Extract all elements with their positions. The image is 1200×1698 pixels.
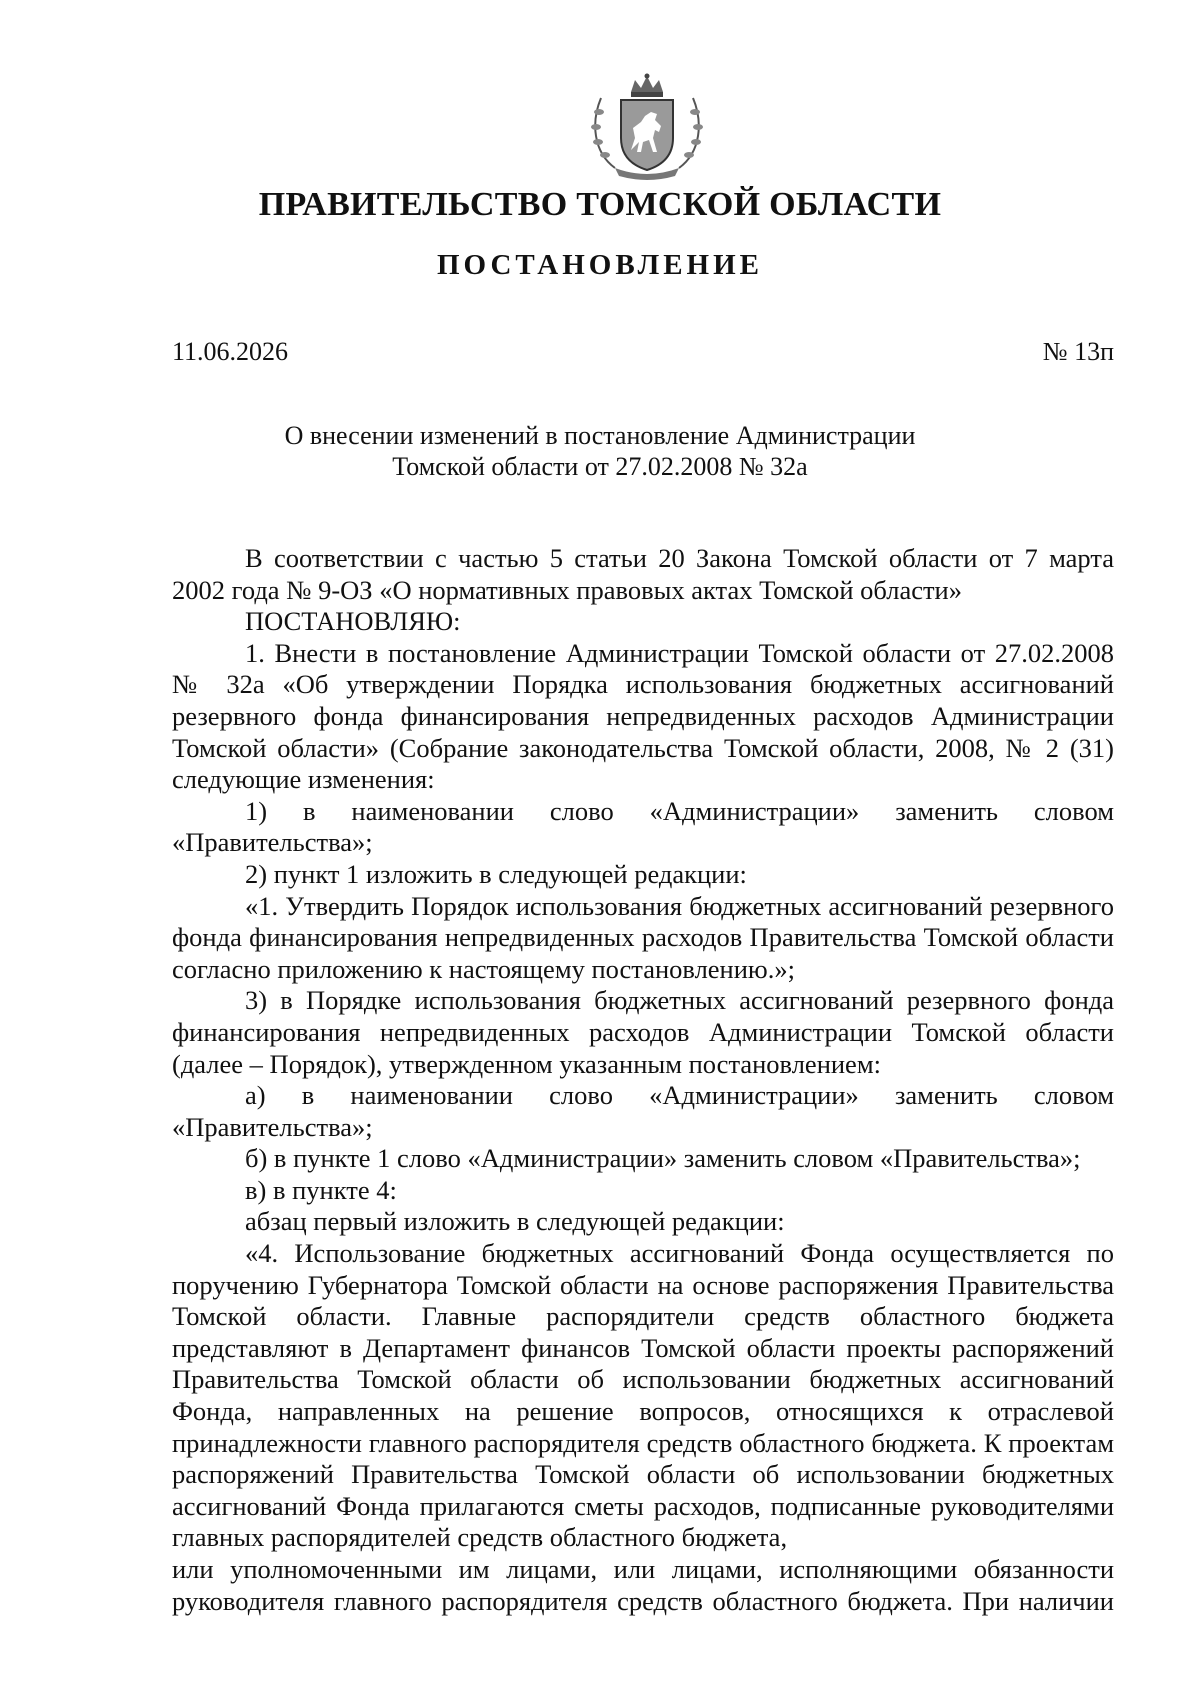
paragraph-instruction: абзац первый изложить в следующей редакции:: [245, 1206, 785, 1237]
subclause-3: 3) в Порядке использования бюджетных ассигнований резервного фонда финансирования непредвиденных расходов Администрации Томской области (далее – Порядок), утвержденном указанным постановлением:: [172, 985, 1114, 1079]
quoted-clause-4: «4. Использование бюджетных ассигнований Фонда осуществляется по поручению Губернатора Томской области на основе распоряжения Правительства Томской области. Главные распорядители средств областного бюджета представляют в Департамент финансов Томской области проекты распоряжений Правительства Томской области об использовании бюджетных ассигнований Фонда, направленных на решение вопросов, относящихся к отраслевой принадлежности главного распорядителя средств областного бюджета. К проектам распоряжений Правительства Томской области об использовании бюджетных ассигнований Фонда прилагаются сметы расходов, подписанные руководителями главных распорядителей средств областного бюджета,: [172, 1238, 1114, 1553]
document-body: [172, 543, 1114, 1617]
subject-line: Томской области от 27.02.2008 № 32а: [392, 452, 808, 481]
tomsk-coat-of-arms-icon: [585, 72, 709, 184]
document-type: ПОСТАНОВЛЕНИЕ: [436, 249, 763, 281]
document-subject: [200, 420, 1000, 482]
document-date: 11.06.2026: [172, 337, 289, 366]
continuation-paragraph: или уполномоченными им лицами, или лицами, исполняющими обязанности руководителя главного распорядителя средств областного бюджета. При наличии: [172, 1554, 1114, 1616]
item-b: б) в пункте 1 слово «Администрации» заменить словом «Правительства»;: [245, 1143, 1081, 1174]
subject-line: О внесении изменений в постановление Администрации: [284, 421, 916, 450]
document-number: № 13п: [1042, 337, 1114, 366]
clause-1: 1. Внести в постановление Администрации Томской области от 27.02.2008 № 32а «Об утверждении Порядка использования бюджетных ассигнований резервного фонда финансирования непредвиденных расходов Администрации Томской области» (Собрание законодательства Томской области, 2008, № 2 (31) следующие изменения:: [172, 637, 1114, 795]
quoted-clause-1: «1. Утвердить Порядок использования бюджетных ассигнований резервного фонда финансирования непредвиденных расходов Правительства Томской области согласно приложению к настоящему постановлению.»;: [172, 890, 1114, 984]
subclause-1: 1) в наименовании слово «Администрации» заменить словом «Правительства»;: [172, 795, 1114, 858]
item-c: в) в пункте 4:: [245, 1174, 397, 1205]
resolve-statement: ПОСТАНОВЛЯЮ:: [245, 606, 461, 637]
subclause-2: 2) пункт 1 изложить в следующей редакции:: [245, 858, 747, 889]
preamble-paragraph: В соответствии с частью 5 статьи 20 Закона Томской области от 7 марта 2002 года № 9-ОЗ «О нормативных правовых актах Томской области»: [172, 543, 1114, 605]
organization-title: ПРАВИТЕЛЬСТВО ТОМСКОЙ ОБЛАСТИ: [258, 186, 942, 223]
item-a: а) в наименовании слово «Администрации» заменить словом «Правительства»;: [172, 1080, 1114, 1142]
